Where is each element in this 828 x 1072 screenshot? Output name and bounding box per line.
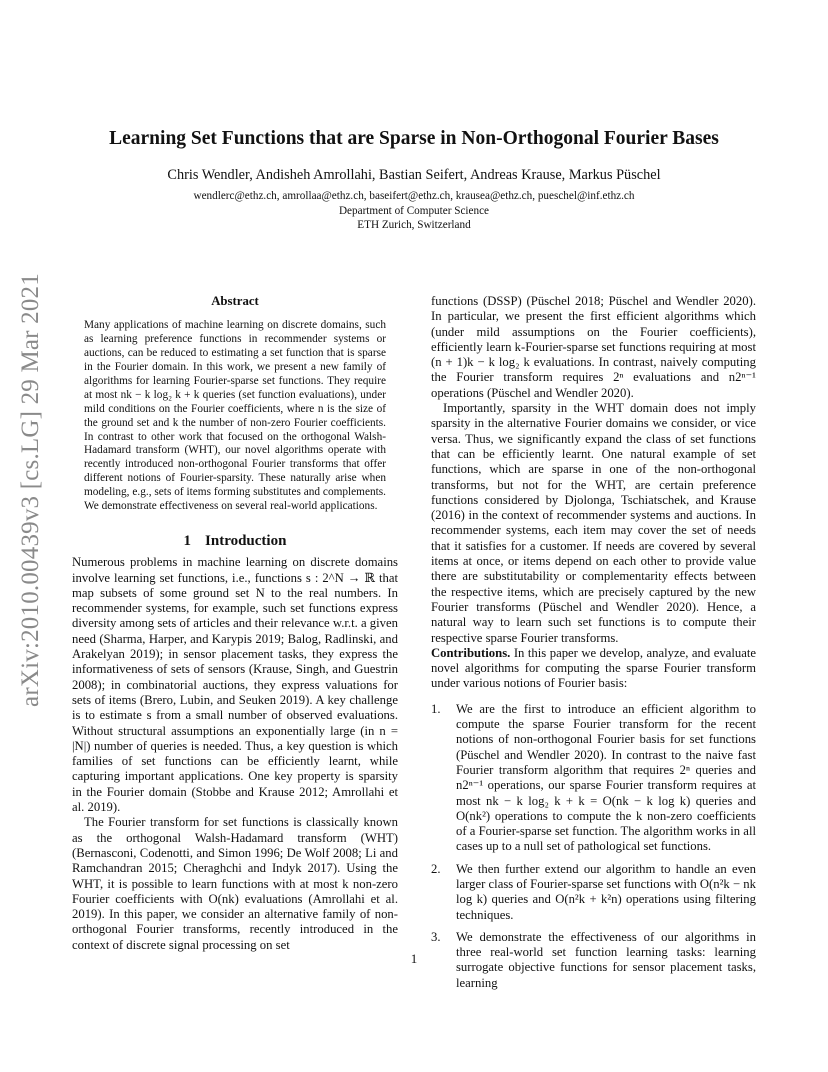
contributions-label: Contributions. [431,645,511,660]
contribution-1: We are the first to introduce an efficient algorithm to compute the sparse Fourier transform for the recent notions of non-orthogonal Fourier basis for set functions (Püschel and Wendler 2020). In contrast to the naive fast Fourier transform algorithm that requires 2ⁿ queries and n2ⁿ⁻¹ operations, our sparse Fourier transform requires at most nk − k log₂ k + k = O(nk − k log k) queries and O(nk²) operations to compute the k non-zero coefficients of a Fourier-sparse set function. The algorithm works in all cases up to a null set of pathological set functions. [456,701,756,854]
affiliation-block [72,189,756,233]
list-item: 1. We are the first to introduce an efficient algorithm to compute the sparse Fourier transform for the recent notions of non-orthogonal Fourier basis for set functions (Püschel and Wendler 2020). In contrast to the naive fast Fourier transform algorithm that requires 2ⁿ queries and n2ⁿ⁻¹ operations, our sparse Fourier transform requires at most nk − k log₂ k + k = O(nk − k log k) queries and O(nk²) operations to compute the k non-zero coefficients of a Fourier-sparse set function. The algorithm works in all cases up to a null set of pathological set functions. [431,701,756,854]
paper-title: Learning Set Functions that are Sparse in Non-Orthogonal Fourier Bases [109,128,719,149]
author-emails: wendlerc@ethz.ch, amrollaa@ethz.ch, baseifert@ethz.ch, krausea@ethz.ch, pueschel@inf.ethz.ch [193,190,635,202]
intro-paragraph-3: functions (DSSP) (Püschel 2018; Püschel and Wendler 2020). In particular, we present the first efficient algorithms which (under mild assumptions on the Fourier coefficients), efficiently learn k-Fourier-sparse set functions requiring at most (n + 1)k − k log₂ k evaluations. In contrast, naively computing the Fourier transform requires 2ⁿ evaluations and n2ⁿ⁻¹ operations (Püschel and Wendler 2020). [431,294,756,400]
abstract-text: Many applications of machine learning on discrete domains, such as learning preference functions in recommender systems or auctions, can be reduced to estimating a set function that is sparse in the Fourier domain. In this work, we present a new family of algorithms for learning Fourier-sparse set functions. They require at most nk − k log₂ k + k queries (set function evaluations), under mild conditions on the Fourier coefficients, where n is the size of the ground set and k the number of non-zero Fourier coefficients. In contrast to other work that focused on the orthogonal Walsh-Hadamard transform (WHT), our novel algorithms operate with recently introduced non-orthogonal Fourier transforms that offer different notions of Fourier-sparsity. These naturally arise when modeling, e.g., sets of items forming substitutes and complements. We demonstrate effectiveness on several real-world applications. [84,319,386,513]
institution: ETH Zurich, Switzerland [357,219,471,231]
department: Department of Computer Science [338,204,490,217]
arxiv-stamp [14,273,48,707]
contributions-list [431,702,756,991]
intro-paragraph-4: Importantly, sparsity in the WHT domain does not imply sparsity in the alternative Fourier domains we consider, or vice versa. Thus, we significantly expand the class of set functions that can be efficiently learnt. One natural example of set functions, which are sparse in one of the non-orthogonal transforms, but not for the WHT, are certain preference functions considered by Djolonga, Tschiatschek, and Krause (2016) in the context of recommender systems and auctions. In recommender systems, each item may cover the set of needs that it satisfies for a customer. If needs are covered by several items at once, or items depend on each other to provide value there are substitutability or complementarity effects between the respective items, which are precisely captured by the new Fourier transforms (Püschel and Wendler 2020). Hence, a natural way to learn such set functions is to compute their respective sparse Fourier transforms. [431,401,756,645]
section-number: 1 [183,532,192,549]
intro-paragraph-2: The Fourier transform for set functions is classically known as the orthogonal Walsh-Hadamard transform (WHT) (Bernasconi, Codenotti, and Simon 1996; De Wolf 2008; Li and Ramchandran 2015; Cheraghchi and Indyk 2017). Using the WHT, it is possible to learn functions with at most k non-zero Fourier coefficients with O(nk) evaluations (Amrollahi et al. 2019). In this paper, we consider an alternative family of non-orthogonal Fourier transforms, recently introduced in the context of discrete signal processing on set [72,815,398,952]
section-heading [72,534,398,549]
contribution-3: We demonstrate the effectiveness of our algorithms in three real-world set function learning tasks: learning surrogate objective functions for sensor placement tasks, learning [456,929,756,990]
section-title: Introduction [205,532,287,549]
list-item: 2. We then further extend our algorithm to handle an even larger class of Fourier-sparse set functions with O(n²k − nk log k) queries and O(n²k + k²n) operations using filtering techniques. [431,861,756,922]
author-list: Chris Wendler, Andisheh Amrollahi, Bastian Seifert, Andreas Krause, Markus Püschel [167,167,661,183]
contributions-paragraph [431,646,756,692]
abstract-heading: Abstract [211,294,259,308]
contributions-intro: In this paper we develop, analyze, and evaluate novel algorithms for computing the sparse Fourier transform under various notions of Fourier basis: [431,645,756,691]
arxiv-id: arXiv:2010.00439v3 [cs.LG] 29 Mar 2021 [17,273,44,707]
list-item: 3. We demonstrate the effectiveness of our algorithms in three real-world set function learning tasks: learning surrogate objective functions for sensor placement tasks, learning [431,929,756,990]
page-number: 1 [410,951,418,966]
left-column [72,294,398,953]
contribution-2: We then further extend our algorithm to handle an even larger class of Fourier-sparse set functions with O(n²k − nk log k) queries and O(n²k + k²n) operations using filtering techniques. [456,861,756,922]
right-column [431,294,756,998]
intro-paragraph-1: Numerous problems in machine learning on discrete domains involve learning set functions, i.e., functions s : 2^N → ℝ that map subsets of some ground set N to the real numbers. In recommender systems, for example, such set functions express diversity among sets of articles and their relevance w.r.t. a given need (Sharma, Harper, and Karypis 2019; Balog, Radlinski, and Arakelyan 2019); in sensor placement tasks, they express the informativeness of sets of sensors (Krause, Singh, and Guestrin 2008); in combinatorial auctions, they express valuations for sets of items (Brero, Lubin, and Seuken 2019). A key challenge is to estimate s from a small number of observed evaluations. Without structural assumptions an exponentially large (in n = |N|) number of queries is needed. Thus, a key question is which families of set functions can be efficiently learnt, while capturing important applications. One key property is sparsity in the Fourier domain (Stobbe and Krause 2012; Amrollahi et al. 2019). [72,555,398,815]
